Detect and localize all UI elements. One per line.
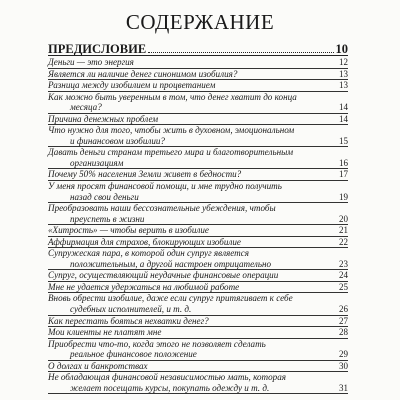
toc-entry-line: У меня просят финансовой помощи, и мне трудно получить [48, 181, 282, 192]
toc-entry-line: реальное финансовое положение [70, 349, 197, 360]
toc-entry[interactable] [48, 270, 348, 282]
toc-page-number: 31 [339, 382, 348, 393]
toc-entry[interactable] [48, 339, 348, 361]
toc-entry-line: Как можно быть уверенным в том, что денег хватит до конца [48, 91, 297, 102]
toc-entry-title [48, 203, 348, 224]
toc-entry-title [48, 282, 348, 293]
toc-entry[interactable] [48, 92, 348, 114]
toc-entry-title [48, 169, 348, 180]
toc-entry-line: Не обладающая финансовой независимостью мать, которая [48, 372, 286, 383]
toc-page-number: 12 [339, 57, 348, 67]
toc-page-number: 25 [339, 281, 348, 292]
toc-entry-title [48, 69, 348, 80]
toc-entry-line: судебных исполнителей, и т. д. [70, 304, 192, 315]
toc-entry-title [48, 237, 348, 248]
toc-entry-line: Разница между изобилием и процветанием [48, 80, 216, 91]
toc-page-number: 13 [339, 80, 348, 91]
toc-entry-line: Деньги — это энергия [48, 57, 134, 67]
toc-page-number: 21 [339, 225, 348, 236]
toc-entry-line: Давать деньги странам третьего мира и благотворительным [48, 147, 294, 158]
toc-entry-title [48, 270, 348, 281]
toc-entry-title [48, 327, 348, 338]
toc-entry-line: месяца? [70, 102, 102, 113]
toc-page-number: 19 [339, 191, 348, 202]
toc-entry[interactable] [48, 203, 348, 225]
toc-page-number: 14 [339, 102, 348, 113]
toc-page-number: 22 [339, 236, 348, 247]
toc-page-number: 14 [339, 113, 348, 124]
page-title: СОДЕРЖАНИЕ [125, 10, 275, 34]
toc-entry[interactable] [48, 57, 348, 69]
toc-list [48, 57, 348, 394]
toc-entry[interactable] [48, 327, 348, 339]
toc-entry[interactable] [48, 248, 348, 270]
preface-entry[interactable] [48, 42, 348, 56]
toc-entry[interactable] [48, 147, 348, 169]
toc-entry-line: преуспеть в жизни [70, 213, 145, 224]
toc-page-number: 15 [339, 135, 348, 146]
toc-entry[interactable] [48, 293, 348, 315]
toc-entry-line: положительным, а другой настроен отрицательно [70, 258, 272, 269]
toc-entry-line: назад свои деньги [70, 191, 139, 202]
toc-entry[interactable] [48, 114, 348, 126]
toc-entry-line: Преобразовать наши бессознательные убеждения, чтобы [48, 203, 276, 214]
toc-entry-line: Является ли наличие денег синонимом изобилия? [48, 68, 238, 79]
toc-page-number: 16 [339, 157, 348, 168]
toc-page-number: 23 [339, 258, 348, 269]
toc-entry-line: Причина денежных проблем [48, 113, 159, 124]
toc-entry-title [48, 80, 348, 91]
toc-entry-line: Мне не удается удержаться на любимой работе [48, 281, 240, 292]
toc-entry-title [48, 147, 348, 168]
toc-entry[interactable] [48, 282, 348, 294]
toc-entry-line: Почему 50% населения Земли живет в бедности? [48, 169, 242, 180]
toc-page-number: 20 [339, 213, 348, 224]
toc-entry-title [48, 181, 348, 202]
toc-entry[interactable] [48, 181, 348, 203]
dot-leader [148, 52, 333, 53]
toc-entry-title [48, 114, 348, 125]
toc-entry-line: О долгах и банкротствах [48, 360, 148, 371]
toc-entry[interactable] [48, 69, 348, 81]
toc-page-number: 17 [339, 169, 348, 180]
toc-entry[interactable] [48, 169, 348, 181]
toc-entry-line: Супружеская пара, в которой один супруг является [48, 248, 250, 259]
toc-entry-line: и финансовом изобилии? [70, 135, 165, 146]
toc-entry[interactable] [48, 125, 348, 147]
toc-entry-line: желает посещать курсы, покупать одежду и т. д. [70, 382, 270, 393]
toc-page-number: 28 [339, 327, 348, 338]
toc-entry-title [48, 125, 348, 146]
toc-entry-title [48, 372, 348, 393]
preface-page-number: 10 [335, 42, 348, 56]
toc-page-number: 13 [339, 68, 348, 79]
toc-entry-line: Супруг, осуществляющий неудачные финансовые операции [48, 270, 279, 281]
toc-entry-title [48, 57, 348, 68]
toc-entry[interactable] [48, 237, 348, 249]
toc-entry-title [48, 316, 348, 327]
toc-entry-title [48, 248, 348, 269]
toc-entry-line: «Хитрость» — чтобы верить в изобилие [48, 225, 209, 236]
toc-entry-title [48, 339, 348, 360]
toc-entry-line: Вновь обрести изобилие, даже если супруг притягивает к себе [48, 293, 293, 304]
toc-entry-line: Аффирмация для страхов, блокирующих изобилие [48, 236, 241, 247]
toc-entry-line: Приобрести что-то, когда этого не позволяет сделать [48, 338, 266, 349]
toc-entry[interactable] [48, 225, 348, 237]
toc-entry-line: Что нужно для того, чтобы жить в духовном, эмоциональном [48, 125, 295, 136]
toc-entry-title [48, 225, 348, 236]
toc-entry-line: организациям [70, 157, 124, 168]
preface-label: ПРЕДИСЛОВИЕ [48, 42, 147, 56]
toc-page-number: 26 [339, 304, 348, 315]
toc-entry-title [48, 92, 348, 113]
toc-entry[interactable] [48, 372, 348, 394]
toc-entry[interactable] [48, 316, 348, 328]
divider-line [48, 55, 348, 56]
toc-entry-line: Мои клиенты не платят мне [48, 327, 162, 338]
toc-page-number: 29 [339, 349, 348, 360]
toc-entry-title [48, 361, 348, 372]
toc-page-number: 30 [339, 360, 348, 371]
toc-entry-title [48, 293, 348, 314]
toc-page-number: 27 [339, 315, 348, 326]
toc-entry[interactable] [48, 80, 348, 92]
toc-page-number: 24 [339, 270, 348, 281]
toc-entry-line: Как перестать бояться нехватки денег? [48, 315, 209, 326]
toc-entry[interactable] [48, 361, 348, 373]
